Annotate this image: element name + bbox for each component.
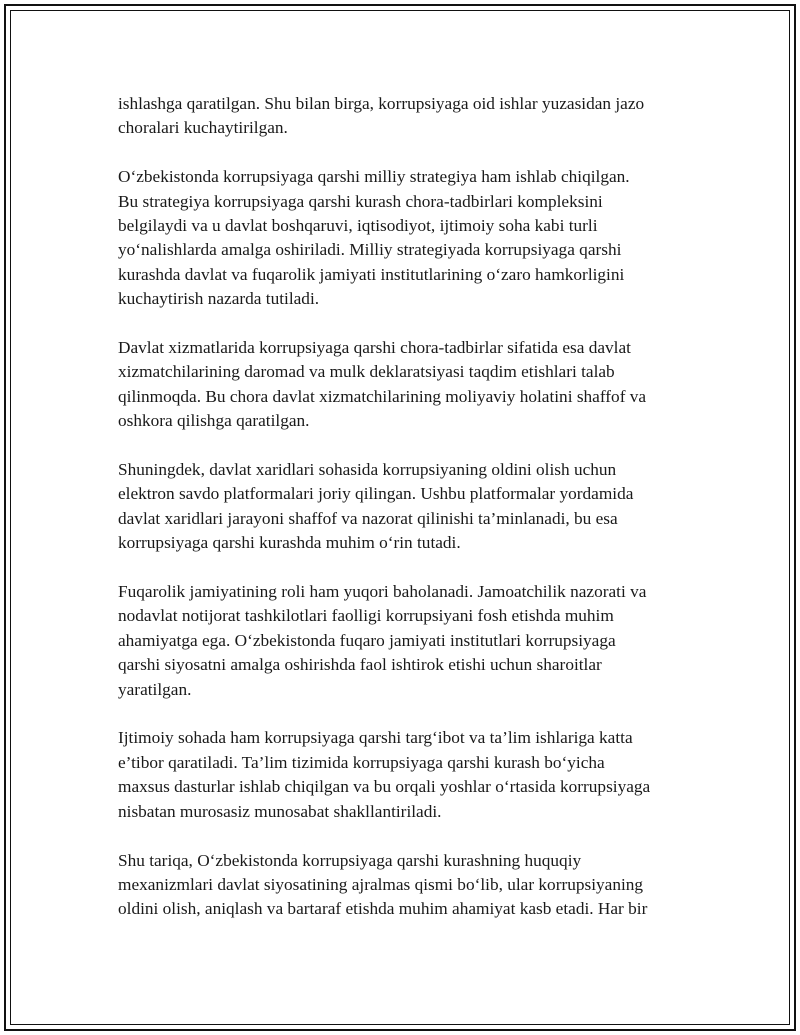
text-line: Bu strategiya korrupsiyaga qarshi kurash chora-tadbirlari kompleksini xyxy=(118,191,603,211)
page-body xyxy=(118,92,698,922)
text-line: davlat xaridlari jarayoni shaffof va nazorat qilinishi ta’minlanadi, bu esa xyxy=(118,508,618,528)
text-line: Davlat xizmatlarida korrupsiyaga qarshi chora-tadbirlar sifatida esa davlat xyxy=(118,338,631,358)
text-line: yaratilgan. xyxy=(118,679,192,699)
paragraph-7 xyxy=(118,849,698,922)
text-line: ahamiyatga ega. O‘zbekistonda fuqaro jamiyati institutlari korrupsiyaga xyxy=(118,630,616,650)
paragraph-4 xyxy=(118,458,698,556)
text-line: nodavlat notijorat tashkilotlari faolligi korrupsiyani fosh etishda muhim xyxy=(118,606,614,626)
text-line: belgilaydi va u davlat boshqaruvi, iqtisodiyot, ijtimoiy soha kabi turli xyxy=(118,216,598,236)
text-line: Shuningdek, davlat xaridlari sohasida korrupsiyaning oldini olish uchun xyxy=(118,460,617,480)
paragraph-5 xyxy=(118,580,698,702)
text-line: yo‘nalishlarda amalga oshiriladi. Milliy strategiyada korrupsiyaga qarshi xyxy=(118,240,622,260)
text-line: Shu tariqa, O‘zbekistonda korrupsiyaga qarshi kurashning huquqiy xyxy=(118,850,582,870)
text-line: Fuqarolik jamiyatining roli ham yuqori baholanadi. Jamoatchilik nazorati va xyxy=(118,582,647,602)
paragraph-6 xyxy=(118,726,698,824)
text-line: kurashda davlat va fuqarolik jamiyati institutlarining o‘zaro hamkorligini xyxy=(118,264,625,284)
text-line: oldini olish, aniqlash va bartaraf etishda muhim ahamiyat kasb etadi. Har bir xyxy=(118,899,648,919)
text-line: korrupsiyaga qarshi kurashda muhim o‘rin tutadi. xyxy=(118,533,461,553)
text-line: choralari kuchaytirilgan. xyxy=(118,118,288,138)
text-line: oshkora qilishga qaratilgan. xyxy=(118,411,310,431)
text-line: xizmatchilarining daromad va mulk deklaratsiyasi taqdim etishlari talab xyxy=(118,362,615,382)
text-line: qarshi siyosatni amalga oshirishda faol ishtirok etishi uchun sharoitlar xyxy=(118,655,602,675)
text-line: e’tibor qaratiladi. Ta’lim tizimida korrupsiyaga qarshi kurash bo‘yicha xyxy=(118,752,605,772)
text-line: O‘zbekistonda korrupsiyaga qarshi milliy strategiya ham ishlab chiqilgan. xyxy=(118,167,630,187)
text-line: qilinmoqda. Bu chora davlat xizmatchilarining moliyaviy holatini shaffof va xyxy=(118,386,647,406)
text-line: maxsus dasturlar ishlab chiqilgan va bu orqali yoshlar o‘rtasida korrupsiyaga xyxy=(118,777,651,797)
text-line: Ijtimoiy sohada ham korrupsiyaga qarshi targ‘ibot va ta’lim ishlariga katta xyxy=(118,728,633,748)
paragraph-3 xyxy=(118,336,698,434)
text-line: mexanizmlari davlat siyosatining ajralmas qismi bo‘lib, ular korrupsiyaning xyxy=(118,874,644,894)
paragraph-2 xyxy=(118,165,698,311)
paragraph-1 xyxy=(118,92,698,141)
text-line: kuchaytirish nazarda tutiladi. xyxy=(118,289,320,309)
text-line: nisbatan murosasiz munosabat shakllantiriladi. xyxy=(118,801,442,821)
text-line: elektron savdo platformalari joriy qilingan. Ushbu platformalar yordamida xyxy=(118,484,634,504)
text-line: ishlashga qaratilgan. Shu bilan birga, korrupsiyaga oid ishlar yuzasidan jazo xyxy=(118,94,645,113)
